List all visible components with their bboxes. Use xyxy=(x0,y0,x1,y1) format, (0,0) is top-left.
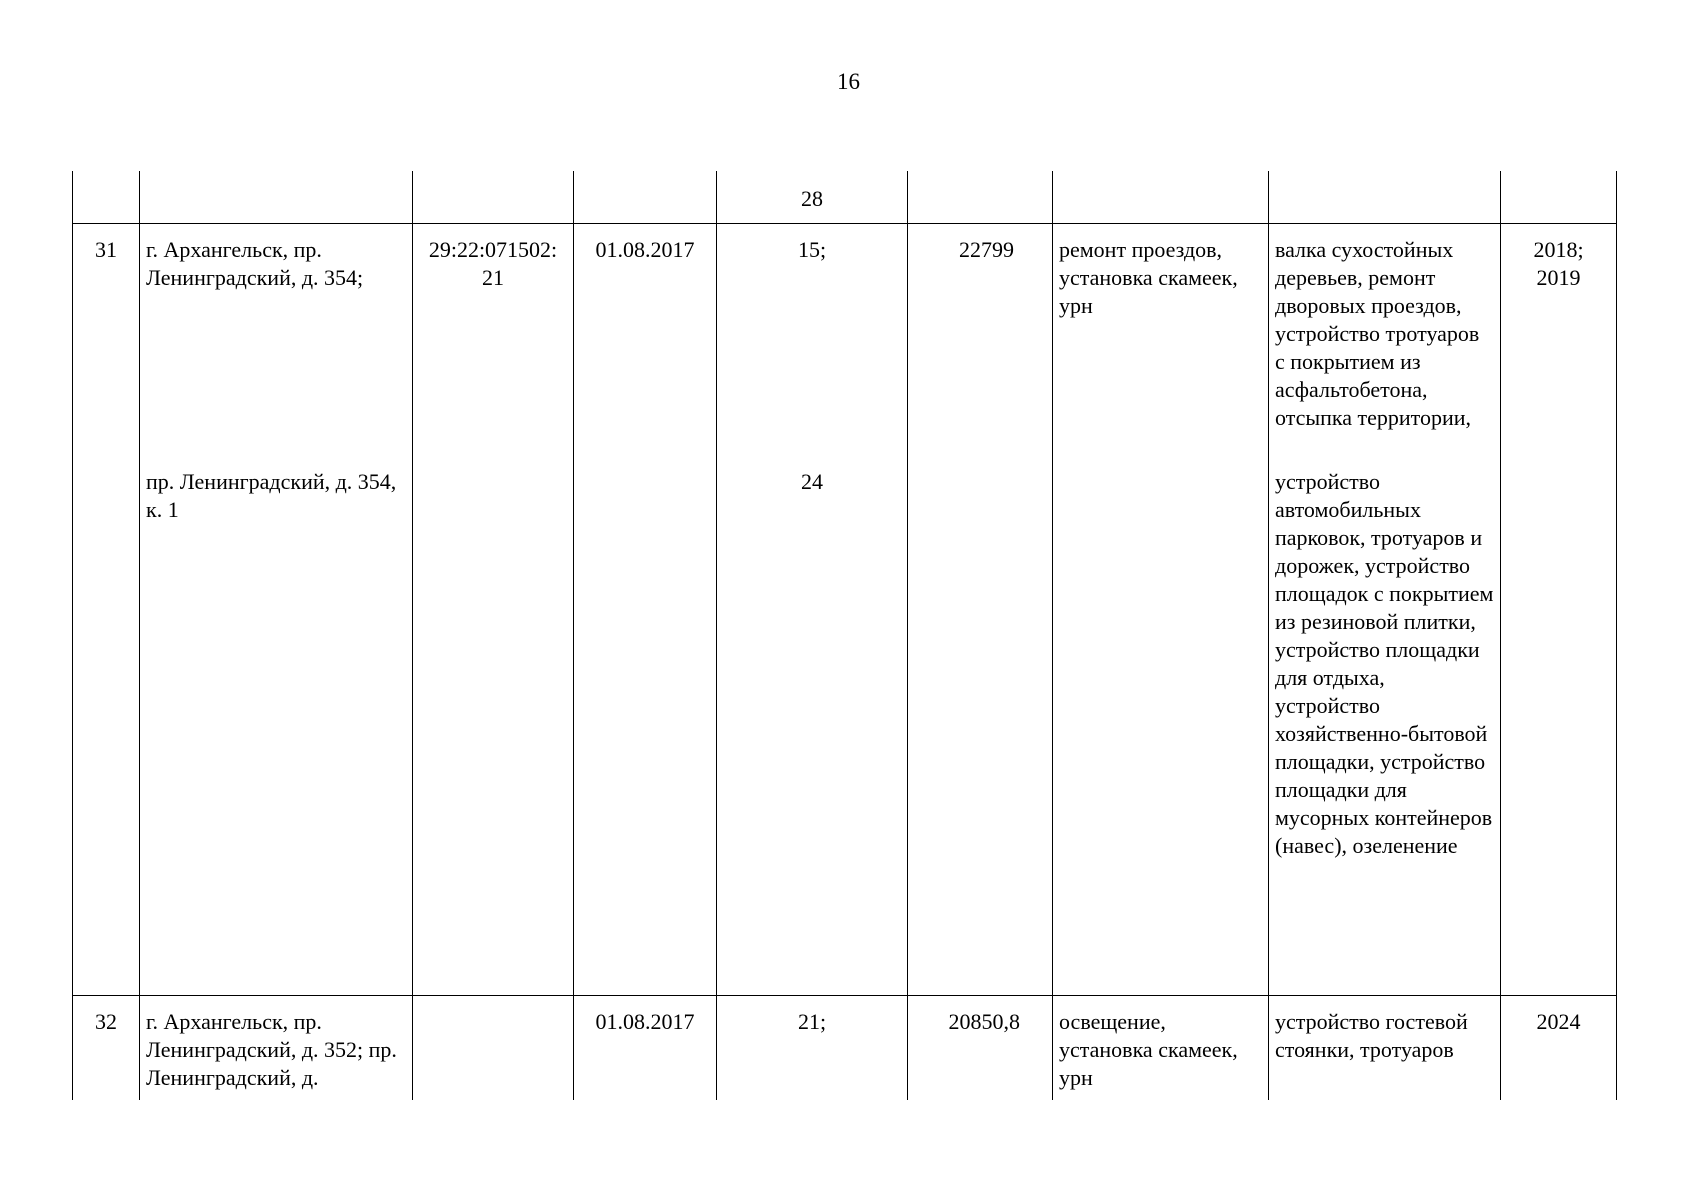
cell-years xyxy=(1501,468,1617,995)
cell-works-min: ремонт проездов, установка скамеек, урн xyxy=(1053,223,1269,468)
table-row-31-continued xyxy=(73,468,1617,995)
cell-no: 31 xyxy=(73,223,140,468)
cell-works-min xyxy=(1053,468,1269,995)
improvement-table xyxy=(72,171,1617,1100)
cell-date: 01.08.2017 xyxy=(574,995,717,1100)
cell-date xyxy=(574,171,717,223)
cell-area xyxy=(908,171,1053,223)
cell-works-extra: устройство гостевой стоянки, тротуаров xyxy=(1269,995,1501,1100)
cell-area xyxy=(908,468,1053,995)
page-number: 16 xyxy=(837,69,860,94)
cell-years xyxy=(1501,223,1617,468)
cell-date: 01.08.2017 xyxy=(574,223,717,468)
cell-area: 22799 xyxy=(908,223,1053,468)
cell-works-extra: устройство автомобильных парковок, тротуаров и дорожек, устройство площадок с покрытием из резиновой плитки, устройство площадки для отдыха, устройство хозяйственно-бытовой площадки, устройство площадки для мусорных контейнеров (навес), озеленение xyxy=(1269,468,1501,995)
cell-cadastral xyxy=(413,995,574,1100)
years-line-1: 2018; xyxy=(1533,236,1584,262)
cell-address xyxy=(140,171,413,223)
cell-years xyxy=(1501,171,1617,223)
cell-works-min: освещение, установка скамеек, урн xyxy=(1053,995,1269,1100)
cell-no: 32 xyxy=(73,995,140,1100)
cell-no xyxy=(73,468,140,995)
cell-works-extra xyxy=(1269,171,1501,223)
cadastral-line-2: 21 xyxy=(482,264,504,290)
cell-works-min xyxy=(1053,171,1269,223)
cell-cadastral xyxy=(413,468,574,995)
table-row-31 xyxy=(73,223,1617,468)
cell-count: 21; xyxy=(717,995,908,1100)
cell-address: г. Архангельск, пр. Ленинградский, д. 352; пр. Ленинградский, д. xyxy=(140,995,413,1100)
cell-address: г. Архангельск, пр. Ленинградский, д. 354; xyxy=(140,223,413,468)
cell-address: пр. Ленинградский, д. 354, к. 1 xyxy=(140,468,413,995)
cell-cadastral xyxy=(413,171,574,223)
table-row-continuation xyxy=(73,171,1617,223)
count-value: 28 xyxy=(801,186,823,211)
cell-count: 15; xyxy=(717,223,908,468)
cell-no xyxy=(73,171,140,223)
cell-cadastral xyxy=(413,223,574,468)
cell-works-extra: валка сухостойных деревьев, ремонт дворовых проездов, устройство тротуаров с покрытием из асфальтобетона, отсыпка территории, xyxy=(1269,223,1501,468)
years-line-2: 2019 xyxy=(1536,264,1581,290)
cell-area: 20850,8 xyxy=(908,995,1053,1100)
cell-date xyxy=(574,468,717,995)
table-row-32 xyxy=(73,995,1617,1100)
cell-count xyxy=(717,171,908,223)
cadastral-line-1: 29:22:071502: xyxy=(428,236,558,262)
cell-years: 2024 xyxy=(1501,995,1617,1100)
cell-count: 24 xyxy=(717,468,908,995)
